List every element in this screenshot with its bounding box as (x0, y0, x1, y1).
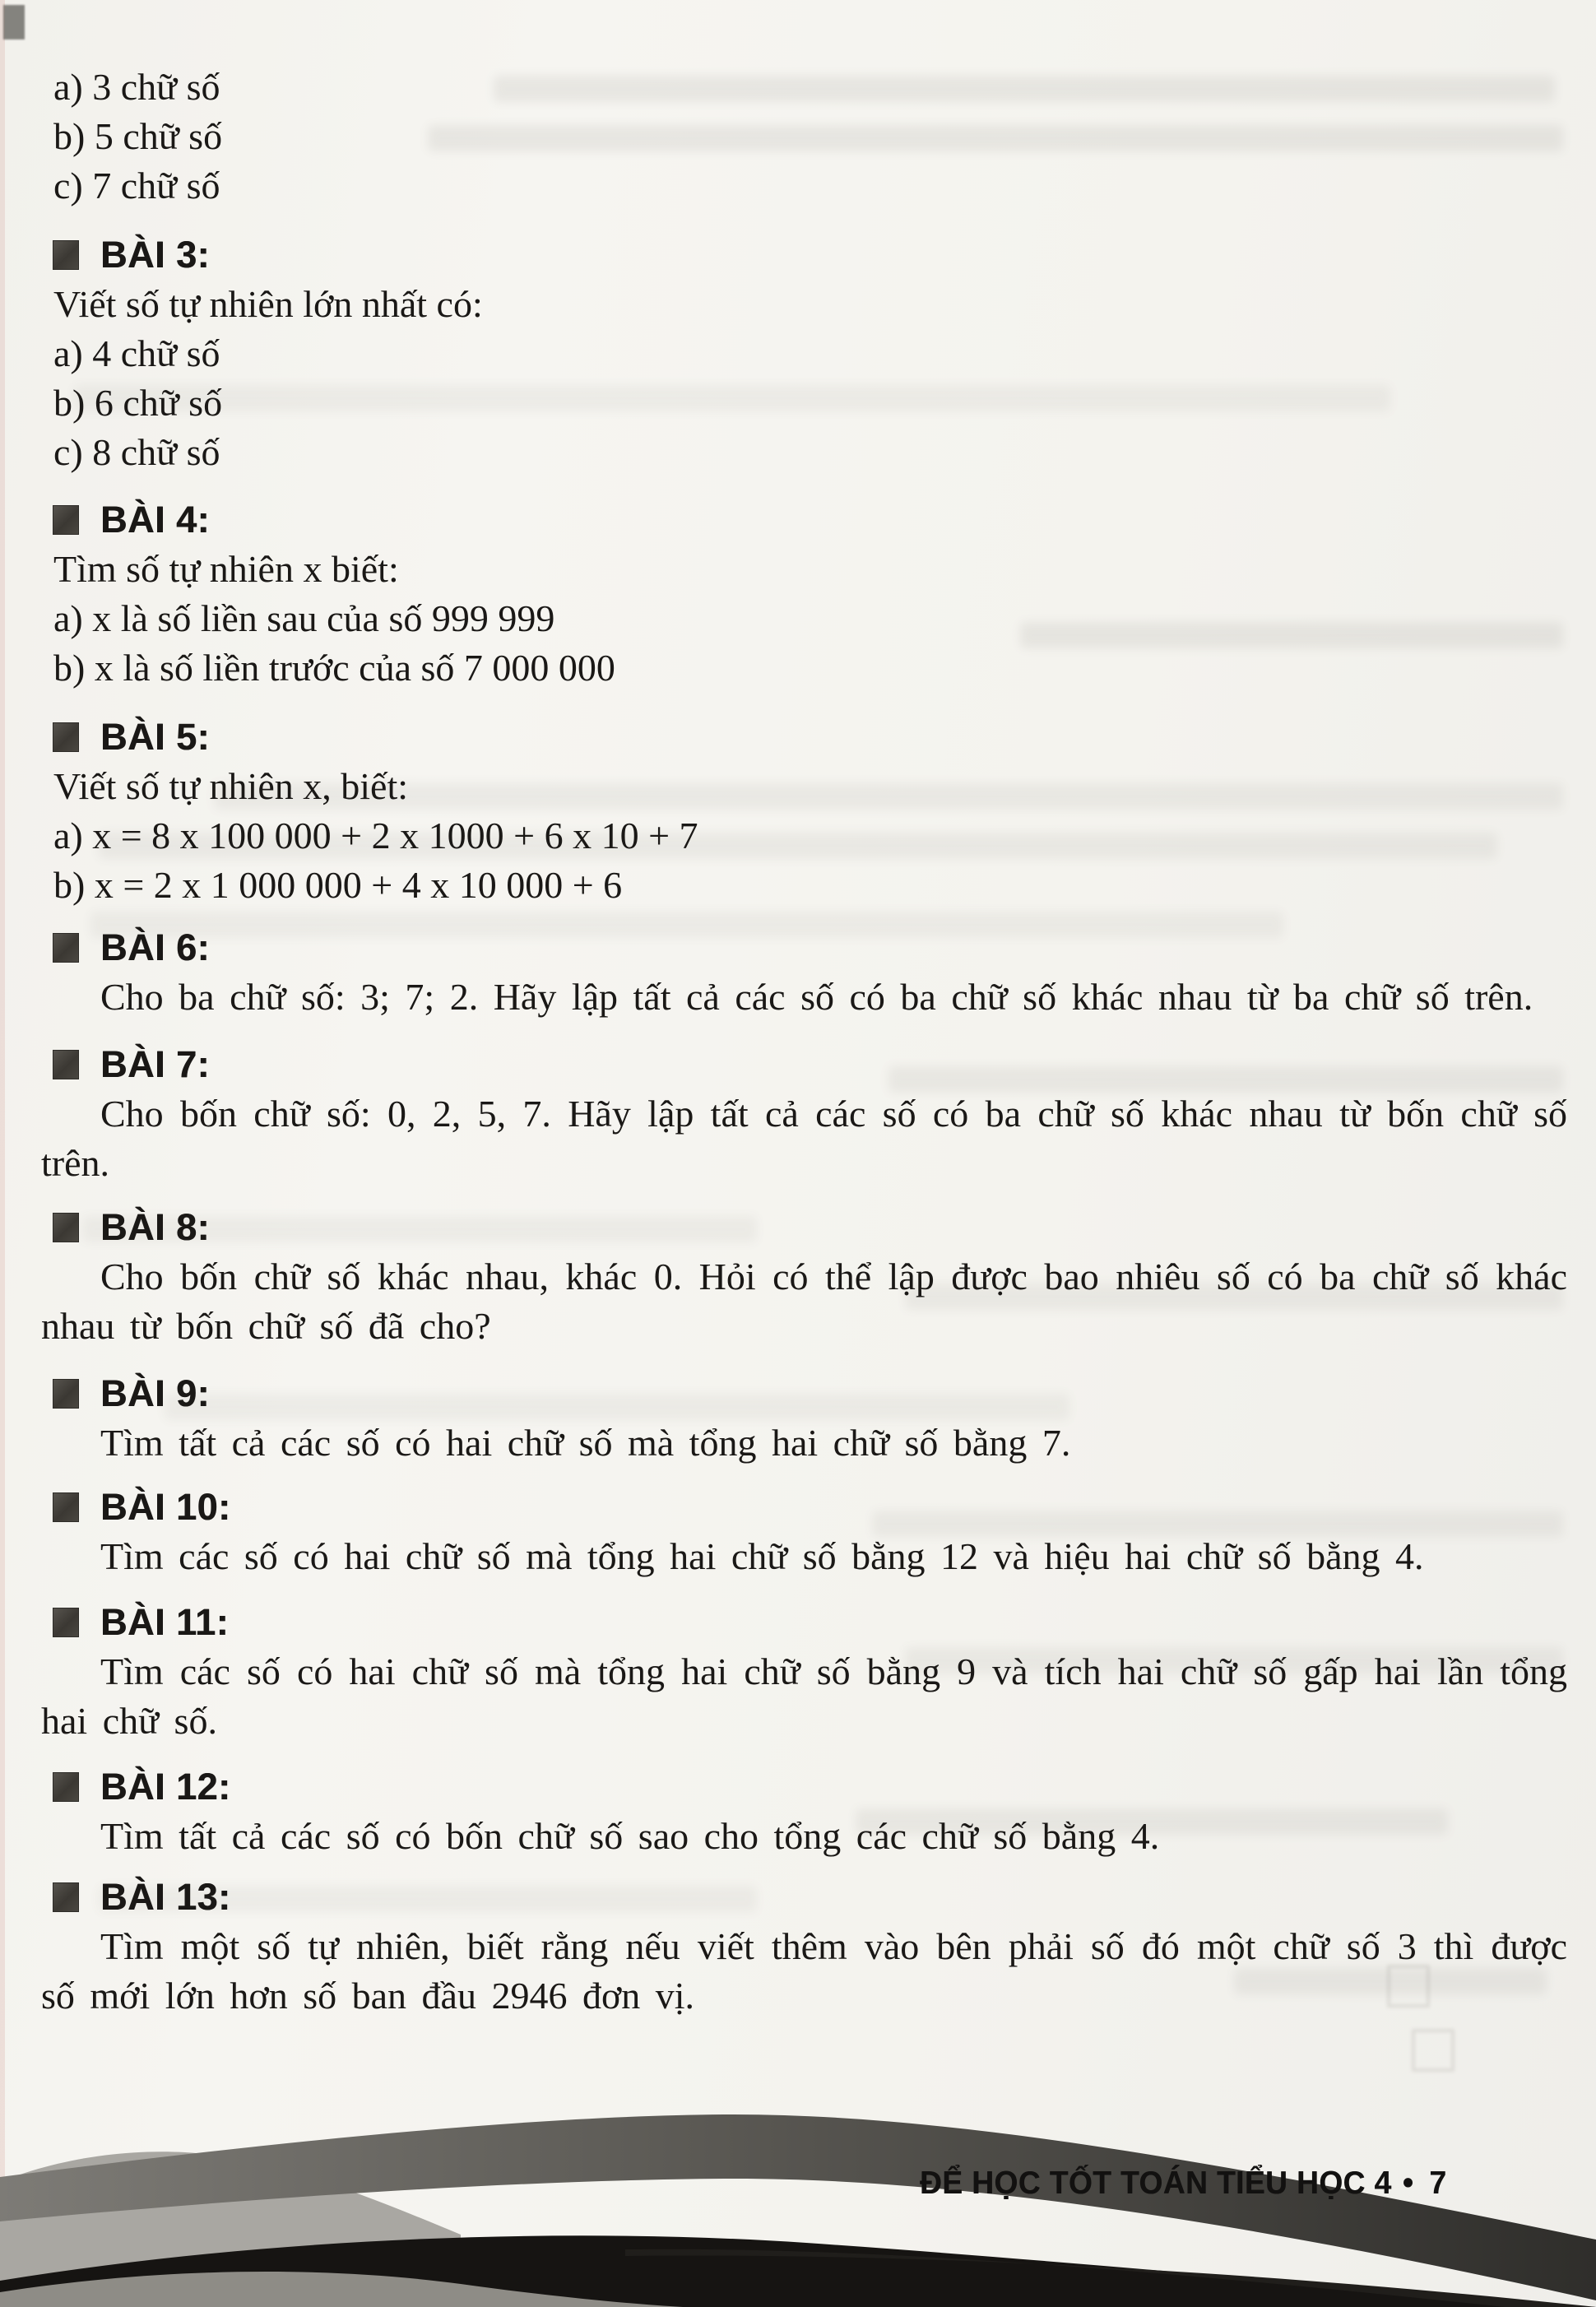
square-bullet-icon (53, 240, 79, 270)
carryover-option-list (41, 63, 1567, 211)
square-bullet-icon (53, 1050, 79, 1079)
exercise-heading (53, 1873, 1567, 1922)
list-item: b) x = 2 x 1 000 000 + 4 x 10 000 + 6 (53, 864, 623, 906)
exercise-body: Cho ba chữ số: 3; 7; 2. Hãy lập tất cả các số có ba chữ số khác nhau từ ba chữ số trên. (100, 976, 1533, 1018)
list-item: a) x là số liền sau của số 999 999 (53, 597, 555, 639)
exercise-bai-7 (41, 1040, 1567, 1188)
list-item: a) 3 chữ số (53, 66, 220, 108)
exercise-body: Tìm một số tự nhiên, biết rằng nếu viết thêm vào bên phải số đó một chữ số 3 thì được số mới lớn hơn số ban đầu 2946 đơn vị. (41, 1925, 1567, 2017)
exercise-heading (53, 1369, 1567, 1418)
exercise-label: BÀI 11: (100, 1601, 230, 1643)
square-bullet-icon (53, 505, 79, 535)
exercise-label: BÀI 6: (100, 926, 211, 968)
page-footer (920, 2165, 1446, 2202)
exercise-heading (53, 230, 1567, 280)
exercise-body: Cho bốn chữ số khác nhau, khác 0. Hỏi có thể lập được bao nhiêu số có ba chữ số khác nhau từ bốn chữ số đã cho? (41, 1256, 1567, 1347)
exercise-bai-6 (41, 923, 1567, 1022)
exercise-heading (53, 1203, 1567, 1252)
square-bullet-icon (53, 1213, 79, 1242)
exercise-label: BÀI 8: (100, 1206, 211, 1248)
exercise-heading (53, 495, 1567, 545)
footer-separator: • (1402, 2165, 1414, 2201)
exercise-body: Tìm các số có hai chữ số mà tổng hai chữ số bằng 9 và tích hai chữ số gấp hai lần tổng hai chữ số. (41, 1650, 1567, 1742)
exercise-body: Cho bốn chữ số: 0, 2, 5, 7. Hãy lập tất cả các số có ba chữ số khác nhau từ bốn chữ số trên. (41, 1093, 1567, 1184)
list-item: b) x là số liền trước của số 7 000 000 (53, 647, 615, 689)
list-item: b) 6 chữ số (53, 382, 223, 424)
exercise-label: BÀI 5: (100, 716, 211, 758)
exercise-intro: Viết số tự nhiên lớn nhất có: (53, 283, 483, 325)
scan-corner-artifact (3, 5, 25, 39)
exercise-bai-12 (41, 1762, 1567, 1861)
exercise-label: BÀI 4: (100, 499, 211, 541)
list-item: a) 4 chữ số (53, 332, 220, 374)
square-bullet-icon (53, 1379, 79, 1409)
footer-book-title: ĐỂ HỌC TỐT TOÁN TIỂU HỌC 4 (920, 2165, 1392, 2201)
exercise-intro: Tìm số tự nhiên x biết: (53, 548, 399, 590)
exercise-bai-3 (41, 230, 1567, 477)
scan-edge-artifact (0, 0, 5, 2307)
exercise-body: Tìm các số có hai chữ số mà tổng hai chữ số bằng 12 và hiệu hai chữ số bằng 4. (100, 1535, 1424, 1577)
square-bullet-icon (53, 1608, 79, 1637)
exercise-label: BÀI 13: (100, 1876, 231, 1918)
exercise-heading (53, 1483, 1567, 1532)
exercise-intro: Viết số tự nhiên x, biết: (53, 765, 409, 807)
exercise-heading (53, 1040, 1567, 1089)
list-item: b) 5 chữ số (53, 115, 223, 157)
exercise-body: Tìm tất cả các số có bốn chữ số sao cho tổng các chữ số bằng 4. (100, 1815, 1160, 1857)
exercise-bai-11 (41, 1598, 1567, 1746)
exercise-bai-9 (41, 1369, 1567, 1468)
exercise-label: BÀI 12: (100, 1766, 231, 1808)
square-bullet-icon (53, 1492, 79, 1522)
list-item: c) 7 chữ số (53, 165, 220, 207)
exercise-heading (53, 1598, 1567, 1647)
square-bullet-icon (53, 1772, 79, 1802)
exercise-heading (53, 923, 1567, 972)
exercise-heading (53, 713, 1567, 762)
exercise-bai-13 (41, 1873, 1567, 2021)
exercise-bai-4 (41, 495, 1567, 693)
footer-page-number: 7 (1429, 2165, 1447, 2201)
exercise-bai-10 (41, 1483, 1567, 1581)
square-bullet-icon (53, 933, 79, 963)
list-item: c) 8 chữ số (53, 431, 220, 473)
exercise-heading (53, 1762, 1567, 1812)
square-bullet-icon (53, 722, 79, 752)
exercise-label: BÀI 10: (100, 1486, 231, 1528)
exercise-body: Tìm tất cả các số có hai chữ số mà tổng hai chữ số bằng 7. (100, 1422, 1071, 1464)
page-content (41, 0, 1567, 2021)
exercise-label: BÀI 7: (100, 1043, 211, 1085)
list-item: a) x = 8 x 100 000 + 2 x 1000 + 6 x 10 + 7 (53, 815, 698, 856)
exercise-label: BÀI 9: (100, 1372, 211, 1414)
exercise-bai-8 (41, 1203, 1567, 1351)
bleed-through-box-artifact (1412, 2029, 1454, 2072)
square-bullet-icon (53, 1882, 79, 1912)
exercise-bai-5 (41, 713, 1567, 910)
exercise-label: BÀI 3: (100, 234, 211, 276)
